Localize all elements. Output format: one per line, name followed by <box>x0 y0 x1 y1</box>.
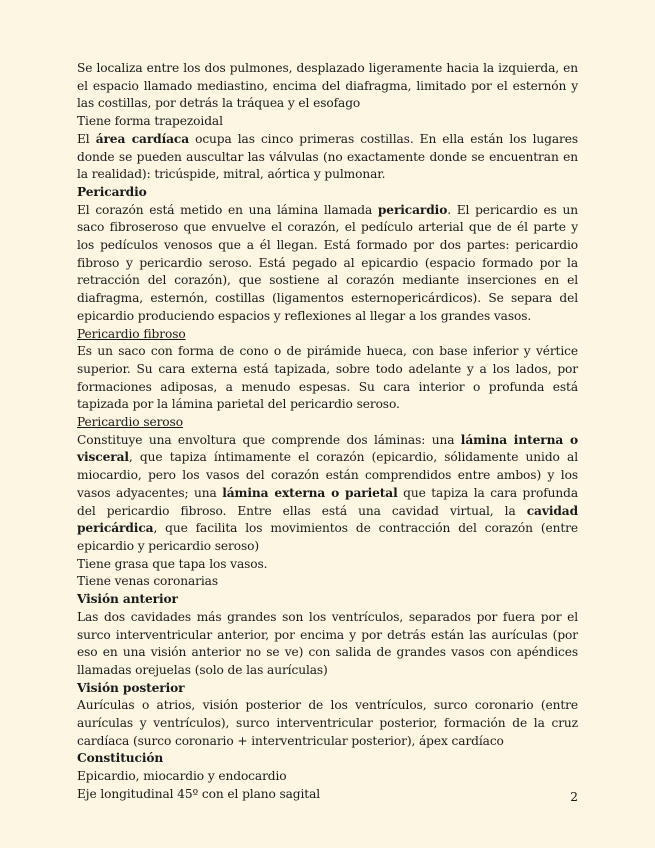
text-run: Aurículas o atrios, visión posterior de los ventrículos, surco coronario (entre aurículas y ventrículos), surco interventricular posterior, formación de la cruz cardíaca (surco coronario + interventricular posterior), ápex cardíaco <box>77 698 578 748</box>
text-run: Se localiza entre los dos pulmones, desplazado ligeramente hacia la izquierda, en el espacio llamado mediastino, encima del diafragma, limitado por el esternón y las costillas, por detrás la tráquea y el esofago <box>77 61 578 111</box>
text-run: Es un saco con forma de cono o de pirámide hueca, con base inferior y vértice superior. Su cara externa está tapizada, sobre todo adelante y a los lados, por formaciones adiposas, a menudo espesas. Su cara interior o profunda está tapizada por la lámina parietal del pericardio seroso. <box>77 344 578 412</box>
section-heading: Constitución <box>77 751 164 766</box>
paragraph <box>77 786 578 804</box>
text-run: El corazón está metido en una lámina llamada <box>77 202 378 217</box>
text-run: Eje longitudinal 45º con el plano sagital <box>77 786 321 801</box>
text-run: Tiene forma trapezoidal <box>77 114 223 129</box>
text-run: , que facilita los movimientos de contracción del corazón (entre epicardio y pericardio seroso) <box>77 521 578 553</box>
text-run: Epicardio, miocardio y endocardio <box>77 769 287 784</box>
paragraph <box>77 432 578 556</box>
paragraph <box>77 768 578 786</box>
paragraph <box>77 573 578 591</box>
page-number: 2 <box>570 790 578 804</box>
section-heading: Visión posterior <box>77 680 185 695</box>
paragraph <box>77 697 578 750</box>
text-run: Tiene grasa que tapa los vasos. <box>77 556 268 571</box>
bold-term: pericardio <box>377 202 448 217</box>
subsection-heading <box>77 326 578 344</box>
section-heading: Visión anterior <box>77 592 178 607</box>
subsection-heading-text: Pericardio seroso <box>77 415 183 430</box>
text-run: , que tapiza íntimamente el corazón (epicardio, sólidamente unido al miocardio, pero los vasos del corazón están comprendidos entre ambos) y los vasos adyacentes; una <box>77 450 578 500</box>
paragraph <box>77 609 578 680</box>
paragraph <box>77 131 578 184</box>
paragraph <box>77 113 578 131</box>
text-run: Constituye una envoltura que comprende dos láminas: una <box>77 432 461 447</box>
subsection-heading-text: Pericardio fibroso <box>77 326 186 341</box>
text-run: . El pericardio es un saco fibroseroso que envuelve el corazón, el pedículo arterial que de él parte y los pedículos venosos que a él llegan. Está formado por dos partes: pericardio fibroso y pericardio seroso. Está pegado al epicardio (espacio formado por la retracción del corazón), que sostiene al corazón mediante inserciones en el diafragma, esternón, costillas (ligamentos esternopericárdicos). Se separa del epicardio produciendo espacios y reflexiones al llegar a los grandes vasos. <box>77 202 578 323</box>
text-run: Tiene venas coronarias <box>77 574 219 589</box>
text-run: ocupa las cinco primeras costillas. En ella están los lugares donde se pueden auscultar las válvulas (no exactamente donde se encuentran en la realidad): tricúspide, mitral, aórtica y pulmonar. <box>77 131 578 182</box>
text-run: que tapiza la cara profunda del pericardio fibroso. Entre ellas está una cavidad virtual, la <box>77 485 578 518</box>
subsection-heading <box>77 414 578 432</box>
bold-term: lámina interna o visceral <box>77 432 578 465</box>
page-content <box>77 60 578 804</box>
paragraph <box>77 202 578 326</box>
section-heading: Pericardio <box>77 184 147 199</box>
paragraph <box>77 343 578 414</box>
paragraph <box>77 60 578 113</box>
bold-term: lámina externa o parietal <box>222 485 398 500</box>
text-run: El <box>77 131 96 146</box>
paragraph <box>77 556 578 574</box>
bold-term: cavidad pericárdica <box>77 503 578 536</box>
text-run: Las dos cavidades más grandes son los ventrículos, separados por fuera por el surco interventricular anterior, por encima y por detrás están las aurículas (por eso en una visión anterior no se ve) con salida de grandes vasos con apéndices llamadas orejuelas (solo de las aurículas) <box>77 609 578 677</box>
bold-term: área cardíaca <box>95 131 190 146</box>
